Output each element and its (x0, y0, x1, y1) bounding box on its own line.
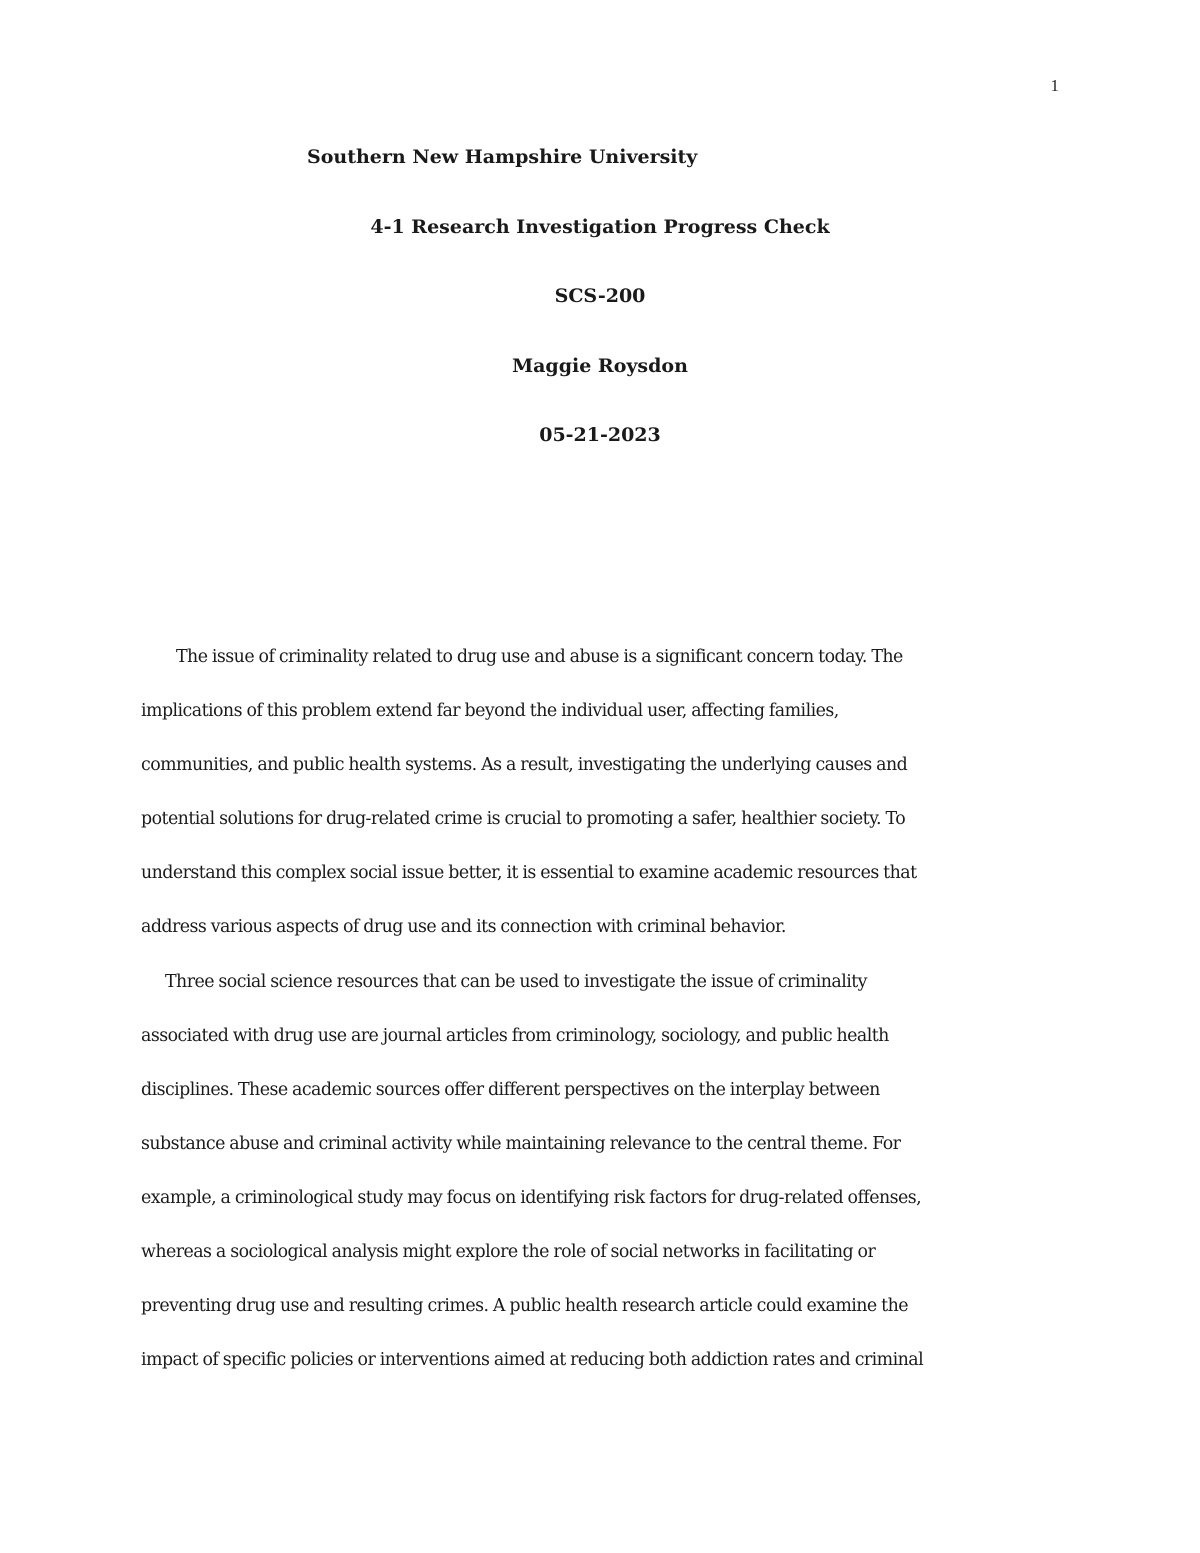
text-line: understand this complex social issue better, it is essential to examine academic resources that (141, 863, 917, 884)
submission-date: 05-21-2023 (539, 424, 661, 446)
author-name: Maggie Roysdon (512, 355, 688, 377)
text-line: preventing drug use and resulting crimes. A public health research article could examine the (141, 1296, 908, 1317)
body-text (141, 630, 1061, 1387)
text-line: implications of this problem extend far beyond the individual user, affecting families, (141, 701, 839, 722)
page-number: 1 (1050, 76, 1059, 95)
text-line: The issue of criminality related to drug use and abuse is a significant concern today. The (176, 647, 903, 667)
text-line: impact of specific policies or interventions aimed at reducing both addiction rates and criminal (141, 1350, 924, 1371)
course-code: SCS-200 (554, 285, 646, 307)
text-line: potential solutions for drug-related crime is crucial to promoting a safer, healthier society. To (141, 809, 906, 830)
text-line: whereas a sociological analysis might explore the role of social networks in facilitating or (141, 1242, 876, 1263)
text-line: communities, and public health systems. As a result, investigating the underlying causes and (141, 755, 908, 776)
paragraph-2 (141, 955, 1061, 1388)
text-line: example, a criminological study may focus on identifying risk factors for drug-related offenses, (141, 1187, 922, 1208)
text-line: substance abuse and criminal activity while maintaining relevance to the central theme. For (141, 1133, 901, 1154)
text-line: associated with drug use are journal articles from criminology, sociology, and public health (141, 1025, 889, 1046)
text-line: Three social science resources that can be used to investigate the issue of criminality (165, 971, 867, 992)
assignment-title: 4-1 Research Investigation Progress Check (370, 216, 830, 238)
text-line: address various aspects of drug use and its connection with criminal behavior. (141, 917, 786, 938)
text-line: disciplines. These academic sources offer different perspectives on the interplay between (141, 1079, 880, 1100)
institution-name: Southern New Hampshire University (307, 146, 698, 168)
paragraph-1 (141, 630, 1061, 955)
